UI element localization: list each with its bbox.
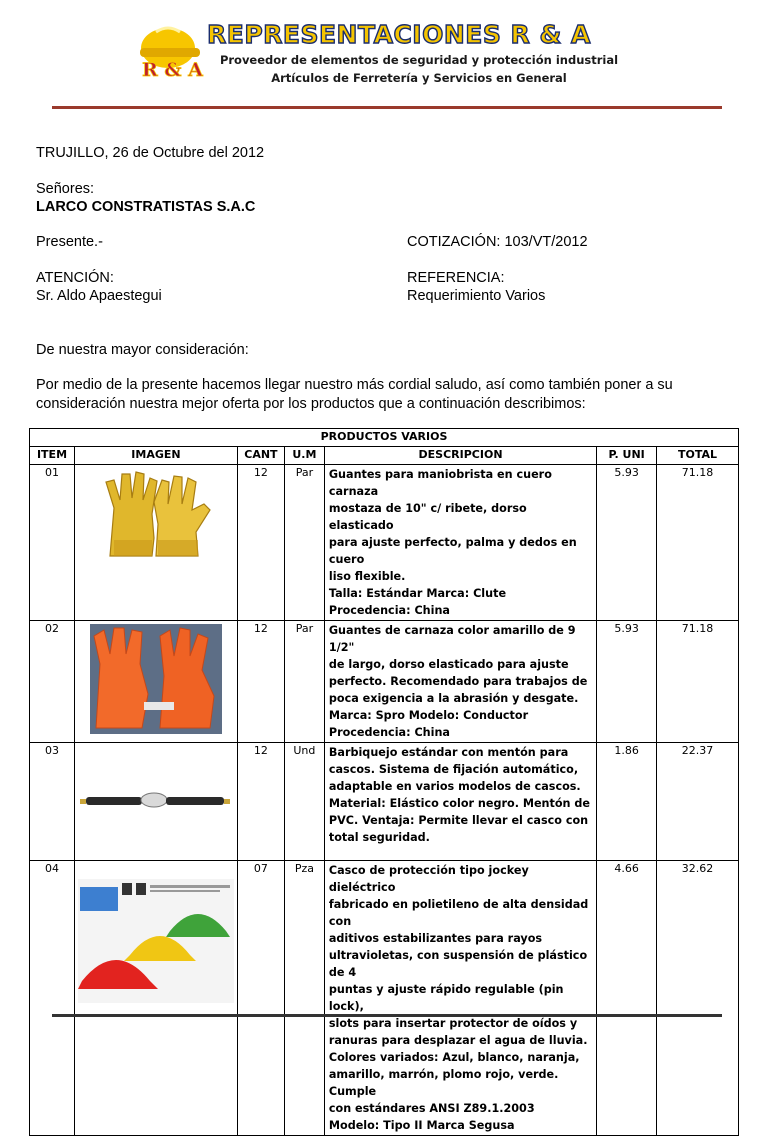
row-um: Par [284, 621, 324, 743]
header-unit-price: P. UNI [597, 447, 657, 465]
row-cant: 12 [237, 621, 284, 743]
row-um: Pza [284, 861, 324, 1136]
recipient-name: LARCO CONSTRATISTAS S.A.C [36, 199, 256, 215]
desc-line: para ajuste perfecto, palma y dedos en cuero [328, 536, 577, 566]
header-divider [52, 106, 722, 109]
table-row [30, 621, 739, 743]
footer-divider [52, 1014, 722, 1017]
attention-label: ATENCIÓN: [36, 270, 114, 286]
company-subtagline: Artículos de Ferretería y Servicios en General [271, 71, 567, 85]
desc-line: perfecto. Recomendado para trabajos de [328, 675, 588, 688]
row-total: 71.18 [657, 621, 739, 743]
chin-strap-image [78, 786, 234, 816]
logo-letters: R & A [142, 59, 203, 81]
header-cant: CANT [237, 447, 284, 465]
row-item: 01 [30, 465, 75, 621]
hard-hat-icon [136, 16, 206, 96]
desc-line: Casco de protección tipo jockey dieléctrico [328, 864, 529, 894]
row-image [74, 861, 237, 1136]
desc-line: liso flexible. [328, 570, 406, 583]
leather-gloves-image [96, 468, 216, 562]
company-tagline: Proveedor de elementos de seguridad y protección industrial [219, 53, 619, 67]
reference-value: Requerimiento Varios [407, 288, 546, 304]
header-item: ITEM [30, 447, 75, 465]
body-paragraph: Por medio de la presente hacemos llegar nuestro más cordial saludo, así como también poner a su consideración nuestra mejor oferta por los productos que a continuación describimos: [36, 377, 673, 412]
salutation: Señores: [36, 181, 95, 197]
reference-label: REFERENCIA: [407, 270, 505, 286]
desc-line: poca exigencia a la abrasión y desgate. [328, 692, 579, 705]
table-row [30, 465, 739, 621]
row-image [74, 621, 237, 743]
desc-line: Marca: Spro Modelo: Conductor [328, 709, 529, 722]
row-item: 02 [30, 621, 75, 743]
desc-line: Talla: Estándar Marca: Clute [328, 587, 507, 600]
desc-line: Material: Elástico color negro. Mentón de [328, 797, 591, 810]
row-unit-price: 5.93 [597, 621, 657, 743]
desc-line: total seguridad. [328, 831, 430, 844]
row-description [324, 861, 596, 1136]
desc-line: ultravioletas, con suspensión de plástico de 4 [328, 949, 588, 979]
table-header-row [30, 447, 739, 465]
row-description [324, 465, 596, 621]
desc-line: de largo, dorso elasticado para ajuste [328, 658, 569, 671]
desc-line: amarillo, marrón, plomo rojo, verde. Cumple [328, 1068, 559, 1098]
header-total: TOTAL [657, 447, 739, 465]
row-description [324, 621, 596, 743]
desc-line: mostaza de 10" c/ ribete, dorso elasticado [328, 502, 527, 532]
row-unit-price: 4.66 [597, 861, 657, 1136]
row-cant: 12 [237, 465, 284, 621]
quote-number: COTIZACIÓN: 103/VT/2012 [407, 234, 588, 250]
company-name: REPRESENTACIONES R & A [207, 20, 591, 49]
row-um: Und [284, 743, 324, 861]
table-row [30, 743, 739, 861]
row-total: 22.37 [657, 743, 739, 861]
desc-line: cascos. Sistema de fijación automático, [328, 763, 579, 776]
letterhead [0, 0, 768, 110]
row-item: 03 [30, 743, 75, 861]
desc-line: puntas y ajuste rápido regulable (pin lock), [328, 983, 564, 1013]
row-unit-price: 1.86 [597, 743, 657, 861]
products-table [29, 428, 739, 1136]
row-um: Par [284, 465, 324, 621]
row-image [74, 465, 237, 621]
desc-line: PVC. Ventaja: Permite llevar el casco con [328, 814, 589, 827]
desc-line: slots para insertar protector de oídos y [328, 1017, 578, 1030]
header-description: DESCRIPCION [324, 447, 596, 465]
desc-line: Procedencia: China [328, 604, 450, 617]
desc-line: ranuras para desplazar el agua de lluvia. [328, 1034, 588, 1047]
row-description [324, 743, 596, 861]
desc-line: con estándares ANSI Z89.1.2003 [328, 1102, 535, 1115]
desc-line: Colores variados: Azul, blanco, naranja, [328, 1051, 580, 1064]
desc-line: Guantes de carnaza color amarillo de 9 1/2" [328, 624, 576, 654]
header-image: IMAGEN [74, 447, 237, 465]
table-title: PRODUCTOS VARIOS [30, 429, 739, 447]
row-item: 04 [30, 861, 75, 1136]
row-image [74, 743, 237, 861]
orange-gloves-image [90, 624, 222, 734]
desc-line: fabricado en polietileno de alta densidad con [328, 898, 589, 928]
desc-line: Barbiquejo estándar con mentón para [328, 746, 569, 759]
header-um: U.M [284, 447, 324, 465]
greeting: De nuestra mayor consideración: [36, 342, 249, 358]
attention-name: Sr. Aldo Apaestegui [36, 288, 162, 304]
row-unit-price: 5.93 [597, 465, 657, 621]
hard-hats-image [78, 879, 234, 1003]
desc-line: adaptable en varios modelos de cascos. [328, 780, 581, 793]
row-total: 32.62 [657, 861, 739, 1136]
desc-line: Procedencia: China [328, 726, 450, 739]
row-cant: 12 [237, 743, 284, 861]
place-date: TRUJILLO, 26 de Octubre del 2012 [36, 145, 265, 161]
row-total: 71.18 [657, 465, 739, 621]
desc-line: Guantes para maniobrista en cuero carnaza [328, 468, 552, 498]
desc-line: aditivos estabilizantes para rayos [328, 932, 543, 945]
row-cant: 07 [237, 861, 284, 1136]
desc-line: Modelo: Tipo II Marca Segusa [328, 1119, 515, 1132]
table-row [30, 861, 739, 1136]
presente-line: Presente.- [36, 234, 103, 250]
